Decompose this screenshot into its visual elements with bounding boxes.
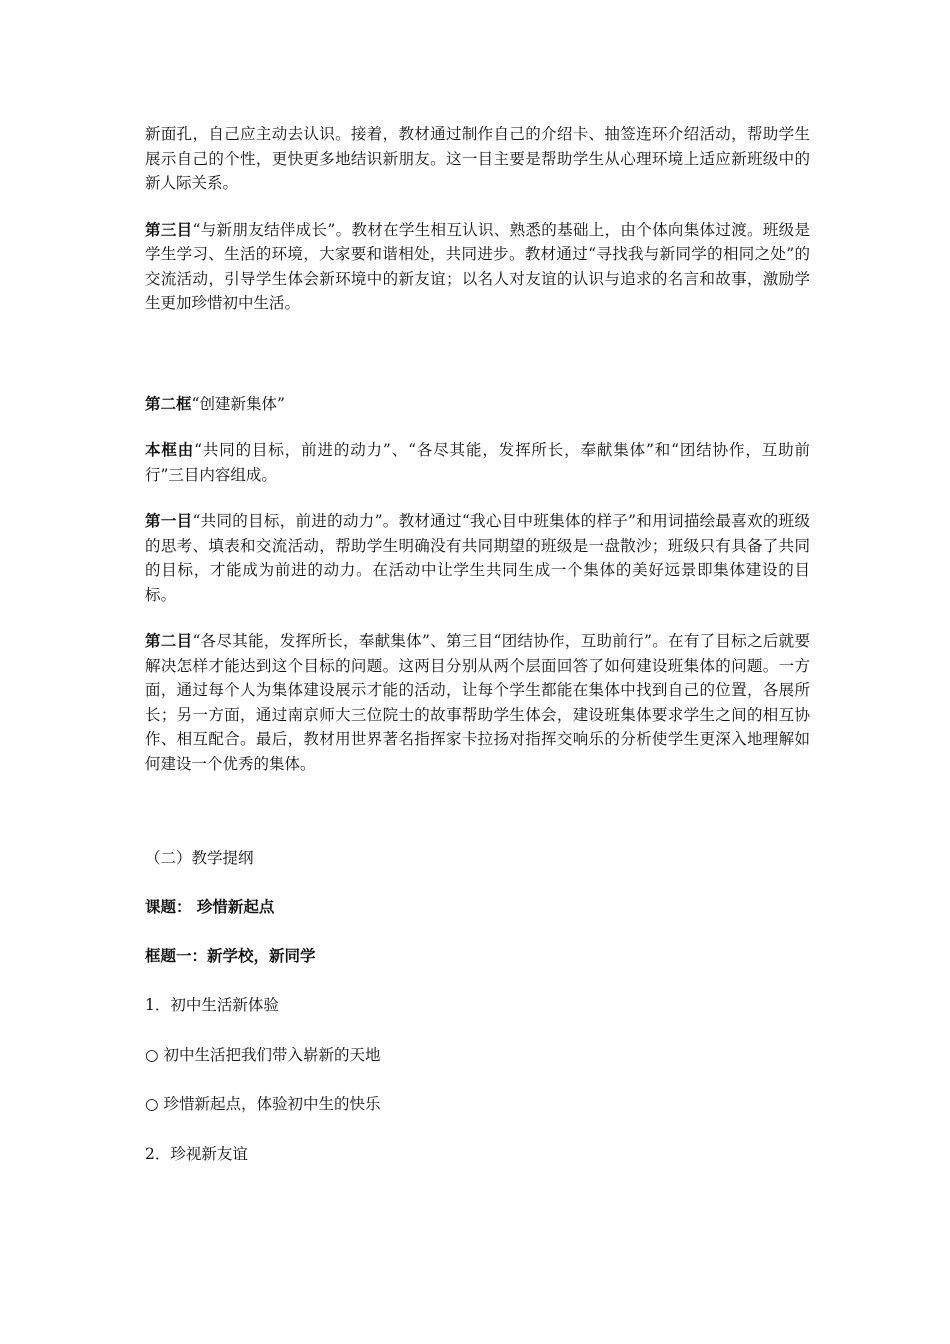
outline-item: ○ 初中生活把我们带入崭新的天地: [145, 1045, 381, 1064]
lesson-title: 课题： 珍惜新起点: [145, 898, 275, 916]
paragraph-frame-overview: [145, 438, 810, 487]
paragraph-text: “创建新集体”: [191, 394, 285, 413]
spacer: [145, 416, 810, 438]
paragraph-third-item: [145, 218, 810, 316]
paragraph-lead: 第二框: [145, 394, 192, 413]
outline-item: ○ 珍惜新起点，体验初中生的快乐: [145, 1095, 381, 1113]
spacer: [145, 196, 810, 218]
paragraph-lead: 第一目: [145, 512, 193, 530]
paragraph-first-item: [145, 509, 810, 607]
outline-item: 1．初中生活新体验: [145, 996, 279, 1014]
outline-item: 2．珍视新友谊: [145, 1144, 248, 1163]
outline-section-title: （二）教学提纲: [145, 849, 254, 867]
frame-two-title: [145, 392, 810, 417]
paragraph-text: “与新朋友结伴成长”。教材在学生相互认识、熟悉的基础上，由个体向集体过渡。班级是学生学习、生活的环境，大家要和谐相处，共同进步。教材通过“寻找我与新同学的相同之处”的交流活动，引导学生体会新环境中的新友谊；以名人对友谊的认识与追求的名言和故事，激励学生更加珍惜初中生活。: [145, 220, 810, 312]
document-page: [145, 122, 810, 1191]
paragraph-lead: 第二目: [145, 632, 193, 650]
paragraph-second-item: [145, 629, 810, 776]
paragraph-text: “共同的目标，前进的动力”、“各尽其能，发挥所长，奉献集体”和“团结协作，互助前行”三目内容组成。: [145, 441, 810, 484]
spacer: [145, 487, 810, 509]
paragraph-text: “各尽其能，发挥所长，奉献集体”、第三目“团结协作，互助前行”。在有了目标之后就要解决怎样才能达到这个目标的问题。这两目分别从两个层面回答了如何建设班集体的问题。一方面，通过每个人为集体建设展示才能的活动，让每个学生都能在集体中找到自己的位置，各展所长；另一方面，通过南京师大三位院士的故事帮助学生体会，建设班集体要求学生之间的相互协作、相互配合。最后，教材用世界著名指挥家卡拉扬对指挥交响乐的分析使学生更深入地理解如何建设一个优秀的集体。: [145, 632, 810, 773]
paragraph-lead: 第三目: [145, 220, 193, 239]
paragraph-intro-continued: 新面孔，自己应主动去认识。接着，教材通过制作自己的介绍卡、抽签连环介绍活动，帮助学生展示自己的个性，更快更多地结识新朋友。这一目主要是帮助学生从心理环境上适应新班级中的新人际关系。: [145, 125, 810, 192]
frame-title: 框题一：新学校，新同学: [145, 947, 316, 965]
spacer: [145, 776, 810, 846]
spacer: [145, 316, 810, 392]
spacer: [145, 607, 810, 629]
paragraph-text: “共同的目标，前进的动力”。教材通过“我心目中班集体的样子”和用词描绘最喜欢的班级的思考、填表和交流活动，帮助学生明确没有共同期望的班级是一盘散沙；班级只有具备了共同的目标，才能成为前进的动力。在活动中让学生共同生成一个集体的美好远景即集体建设的目标。: [145, 512, 810, 604]
paragraph-lead: 本框由: [145, 441, 195, 459]
